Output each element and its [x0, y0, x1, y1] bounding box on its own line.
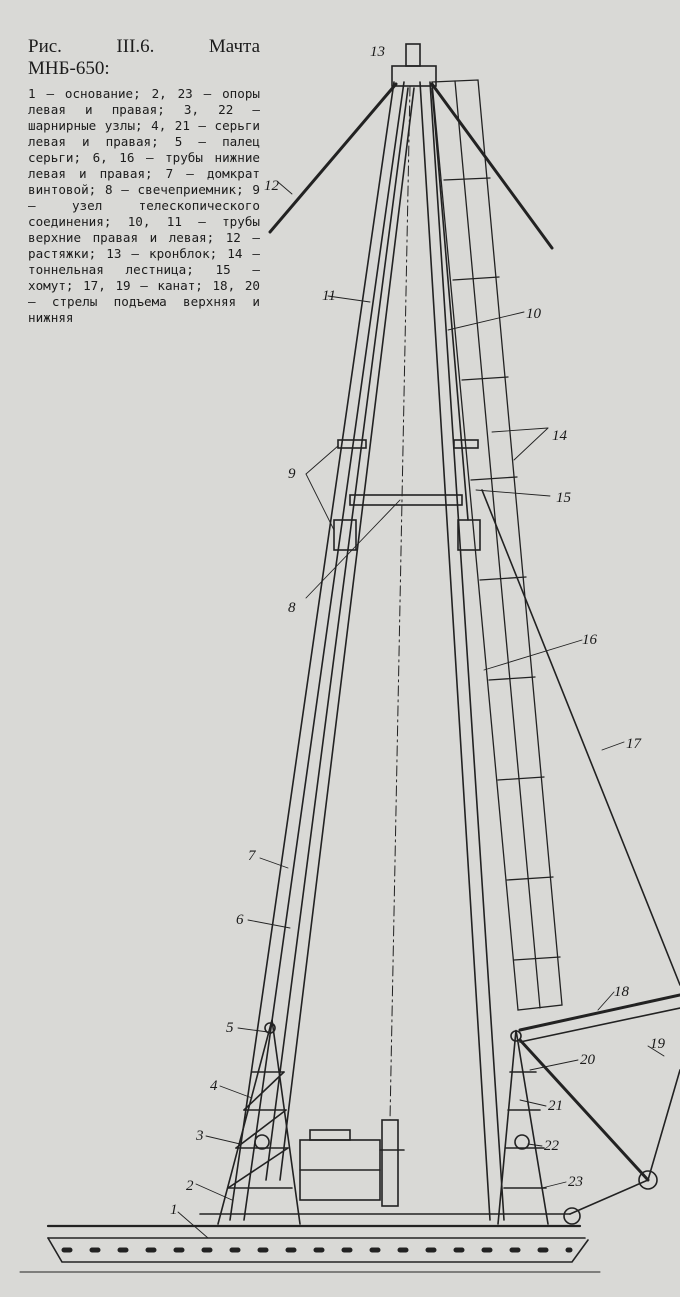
callout-15: 15 [556, 490, 571, 506]
callout-22: 22 [544, 1138, 559, 1154]
callout-9: 9 [288, 466, 296, 482]
right-mast-leg [420, 82, 504, 1220]
right-support-frame [498, 1030, 548, 1224]
base-crawler [20, 1214, 600, 1272]
callout-5: 5 [226, 1020, 234, 1036]
caption-legend: 1 — основание; 2, 23 — опоры левая и правая; 3, 22 — шарнирные узлы; 4, 21 — серьги левая и правая; 5 — палец серьги; 6, 16 — трубы нижние левая и правая; 7 — домкрат винтовой; 8 — свечеприемник; 9 — узел телескопического соединения; 10, 11 — трубы верхние правая и левая; 12 — растяжки; 13 — кронблок; 14 — тоннельная лестница; 15 — хомут; 17, 19 — канат; 18, 20 — стрелы подъема верхняя и нижняя [28, 86, 260, 325]
caption-fig-label: Рис. [28, 36, 62, 57]
callout-12: 12 [264, 178, 279, 194]
rope-17 [482, 490, 680, 985]
central-rope-and-hook [380, 86, 410, 1206]
callout-21: 21 [548, 1098, 563, 1114]
callout-11: 11 [322, 288, 336, 304]
callout-6: 6 [236, 912, 244, 928]
callout-7: 7 [248, 848, 256, 864]
callout-20: 20 [580, 1052, 595, 1068]
crown-block [392, 44, 436, 86]
callout-10: 10 [526, 306, 541, 322]
callout-1: 1 [170, 1202, 178, 1218]
callout-8: 8 [288, 600, 296, 616]
callout-14: 14 [552, 428, 567, 444]
callout-3: 3 [196, 1128, 204, 1144]
callout-19: 19 [650, 1036, 665, 1052]
callout-4: 4 [210, 1078, 218, 1094]
callout-labels [170, 44, 666, 1218]
callout-17: 17 [626, 736, 641, 752]
callout-18: 18 [614, 984, 629, 1000]
callout-13: 13 [370, 44, 385, 60]
tunnel-ladder [432, 80, 562, 1010]
caption-fig-word: Мачта [208, 36, 260, 57]
left-mast-leg [230, 82, 414, 1220]
callout-2: 2 [186, 1178, 194, 1194]
callout-23: 23 [568, 1174, 583, 1190]
callout-16: 16 [582, 632, 597, 648]
caption-fig-name: МНБ-650: [28, 58, 110, 79]
caption-fig-number: III.6. [116, 36, 155, 57]
winch [300, 1130, 380, 1200]
lifting-booms [520, 995, 680, 1224]
